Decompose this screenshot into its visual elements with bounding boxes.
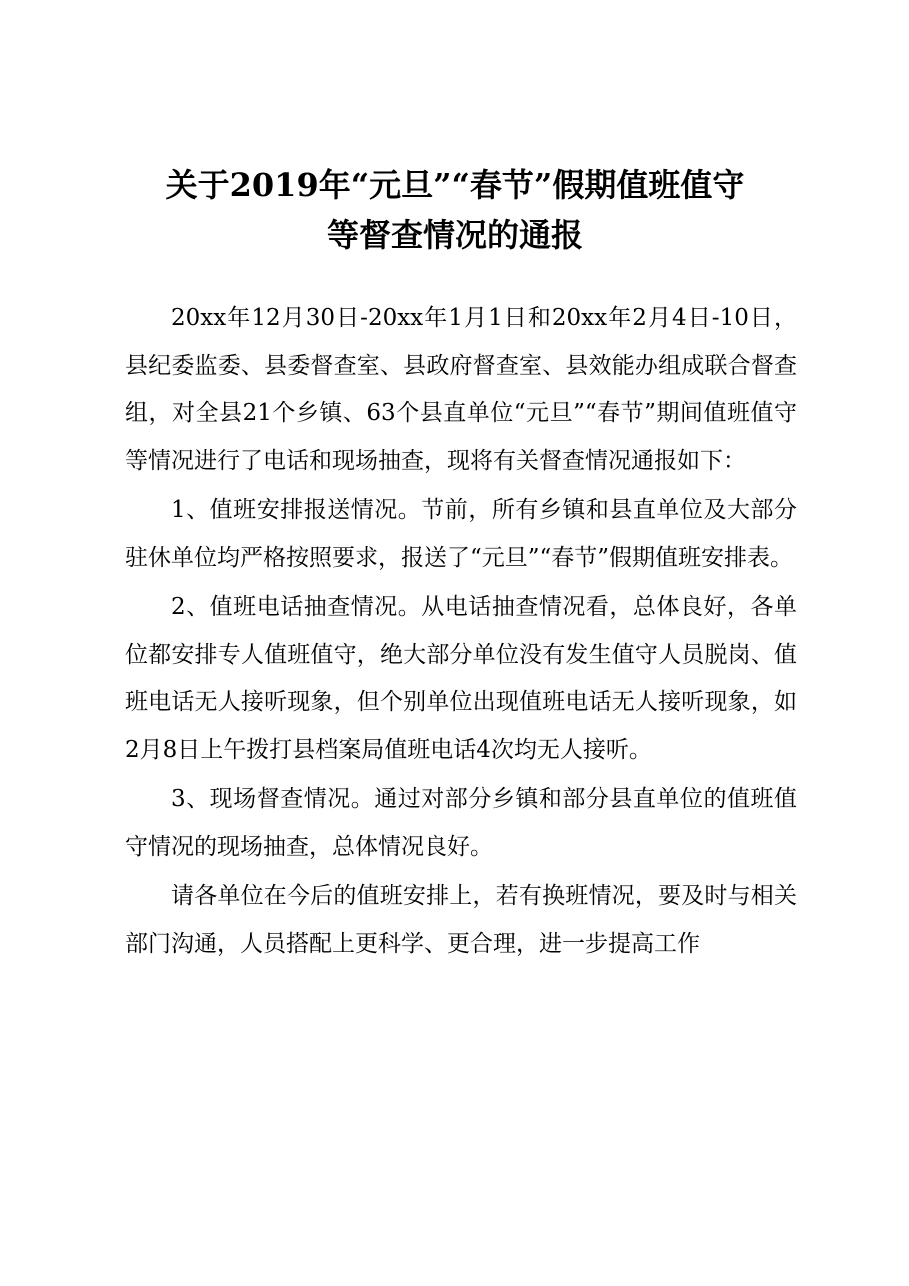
title-line-2: 等督查情况的通报 <box>326 216 583 254</box>
paragraph-item-2: 2、值班电话抽查情况。从电话抽查情况看，总体良好，各单位都安排专人值班值守，绝大部分单位没有发生值守人员脱岗、值班电话无人接听现象，但个别单位出现值班电话无人接听现象，如2月8日上午拨打县档案局值班电话4次均无人接听。 <box>125 594 797 763</box>
paragraph-intro: 20xx年12月30日-20xx年1月1日和20xx年2月4日-10日，县纪委监委、县委督查室、县政府督查室、县效能办组成联合督查组，对全县21个乡镇、63个县直单位“元旦”“春节”期间值班值守等情况进行了电话和现场抽查，现将有关督查情况通报如下： <box>125 305 797 474</box>
title-line-1: 关于2019年“元旦”“春节”假期值班值守 <box>165 166 745 204</box>
paragraph-item-3: 3、现场督查情况。通过对部分乡镇和部分县直单位的值班值守情况的现场抽查，总体情况良好。 <box>125 786 797 860</box>
paragraph-closing: 请各单位在今后的值班安排上，若有换班情况，要及时与相关部门沟通，人员搭配上更科学、更合理，进一步提高工作 <box>125 883 797 957</box>
document-body <box>125 295 797 969</box>
paragraph-item-1: 1、值班安排报送情况。节前，所有乡镇和县直单位及大部分驻休单位均严格按照要求，报送了“元旦”“春节”假期值班安排表。 <box>125 497 797 571</box>
document-title <box>110 160 800 260</box>
